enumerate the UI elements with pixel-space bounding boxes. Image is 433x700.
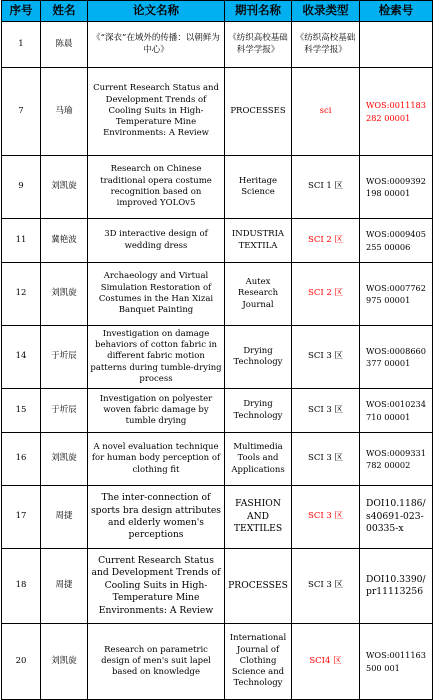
row-type: SCI 2 区 — [292, 219, 360, 263]
row-index — [360, 22, 433, 68]
row-type: SCI 3 区 — [292, 326, 360, 389]
row-num: 11 — [2, 219, 41, 263]
row-journal: PROCESSES — [225, 68, 292, 156]
row-index: WOS:0009392198 00001 — [360, 156, 433, 219]
row-name: 刘凯旋 — [41, 624, 88, 700]
row-type: SCI 2 区 — [292, 263, 360, 326]
row-journal: Autex Research Journal — [225, 263, 292, 326]
table-row — [2, 389, 433, 433]
row-journal: International Journal of Clothing Science and Technology — [225, 624, 292, 700]
row-index: DOI10.3390/pr11113256 — [360, 549, 433, 624]
row-num: 20 — [2, 624, 41, 700]
row-title: Investigation on damage behaviors of cotton fabric in different fabric motion patterns during tumble-drying process — [88, 326, 225, 389]
row-name: 于圻辰 — [41, 389, 88, 433]
row-type: 《纺织高校基础科学学报》 — [292, 22, 360, 68]
row-type: SCI 3 区 — [292, 549, 360, 624]
row-num: 9 — [2, 156, 41, 219]
row-num: 14 — [2, 326, 41, 389]
row-title: 《“深衣”在域外的传播：以朝鲜为中心》 — [88, 22, 225, 68]
row-type: SCI4 区 — [292, 624, 360, 700]
row-name: 周捷 — [41, 549, 88, 624]
table-row — [2, 22, 433, 68]
row-type: sci — [292, 68, 360, 156]
row-name: 刘凯旋 — [41, 433, 88, 486]
row-journal: Multimedia Tools and Applications — [225, 433, 292, 486]
header-type: 收录类型 — [292, 1, 360, 22]
row-type: SCI 3 区 — [292, 389, 360, 433]
row-type: SCI 3 区 — [292, 433, 360, 486]
row-journal: FASHION AND TEXTILES — [225, 486, 292, 549]
row-title: Current Research Status and Development Trends of Cooling Suits in High-Temperature Mine Environments: A Review — [88, 549, 225, 624]
table-row — [2, 549, 433, 624]
row-num: 17 — [2, 486, 41, 549]
table-row — [2, 68, 433, 156]
row-title: Research on Chinese traditional opera costume recognition based on improved YOLOv5 — [88, 156, 225, 219]
row-index: WOS:0011163500 001 — [360, 624, 433, 700]
table-row — [2, 326, 433, 389]
header-row — [2, 1, 433, 22]
row-name: 陈晨 — [41, 22, 88, 68]
row-name: 冀艳波 — [41, 219, 88, 263]
row-title: Research on parametric design of men's suit lapel based on knowledge — [88, 624, 225, 700]
row-type: SCI 1 区 — [292, 156, 360, 219]
row-name: 刘凯旋 — [41, 263, 88, 326]
row-index: WOS:0011183282 00001 — [360, 68, 433, 156]
row-journal: 《纺织高校基础科学学报》 — [225, 22, 292, 68]
row-index: DOI10.1186/s40691-023-00335-x — [360, 486, 433, 549]
row-index: WOS:0009331782 00002 — [360, 433, 433, 486]
table-row — [2, 263, 433, 326]
row-title: 3D interactive design of wedding dress — [88, 219, 225, 263]
row-journal: PROCESSES — [225, 549, 292, 624]
row-journal: Heritage Science — [225, 156, 292, 219]
row-title: The inter-connection of sports bra design attributes and elderly women's perceptions — [88, 486, 225, 549]
header-name: 姓名 — [41, 1, 88, 22]
paper-table — [1, 0, 433, 700]
table-row — [2, 219, 433, 263]
row-num: 12 — [2, 263, 41, 326]
row-index: WOS:0007762975 00001 — [360, 263, 433, 326]
row-name: 刘凯旋 — [41, 156, 88, 219]
row-num: 1 — [2, 22, 41, 68]
header-journal: 期刊名称 — [225, 1, 292, 22]
row-index: WOS:0010234710 00001 — [360, 389, 433, 433]
row-type: SCI 3 区 — [292, 486, 360, 549]
row-journal: Drying Technology — [225, 389, 292, 433]
row-title: Investigation on polyester woven fabric damage by tumble drying — [88, 389, 225, 433]
row-num: 15 — [2, 389, 41, 433]
row-name: 于圻辰 — [41, 326, 88, 389]
row-title: Archaeology and Virtual Simulation Restoration of Costumes in the Han Xizai Banquet Painting — [88, 263, 225, 326]
header-title: 论文名称 — [88, 1, 225, 22]
row-name: 马瑜 — [41, 68, 88, 156]
row-num: 7 — [2, 68, 41, 156]
table-row — [2, 624, 433, 700]
row-index: WOS:0008660377 00001 — [360, 326, 433, 389]
row-num: 18 — [2, 549, 41, 624]
row-journal: Drying Technology — [225, 326, 292, 389]
row-title: Current Research Status and Development Trends of Cooling Suits in High-Temperature Mine Environments: A Review — [88, 68, 225, 156]
row-index: WOS:0009405255 00006 — [360, 219, 433, 263]
header-index: 检索号 — [360, 1, 433, 22]
table-row — [2, 486, 433, 549]
table-row — [2, 433, 433, 486]
row-journal: INDUSTRIA TEXTILA — [225, 219, 292, 263]
table-row — [2, 156, 433, 219]
row-name: 周捷 — [41, 486, 88, 549]
row-title: A novel evaluation technique for human body perception of clothing fit — [88, 433, 225, 486]
row-num: 16 — [2, 433, 41, 486]
header-num: 序号 — [2, 1, 41, 22]
